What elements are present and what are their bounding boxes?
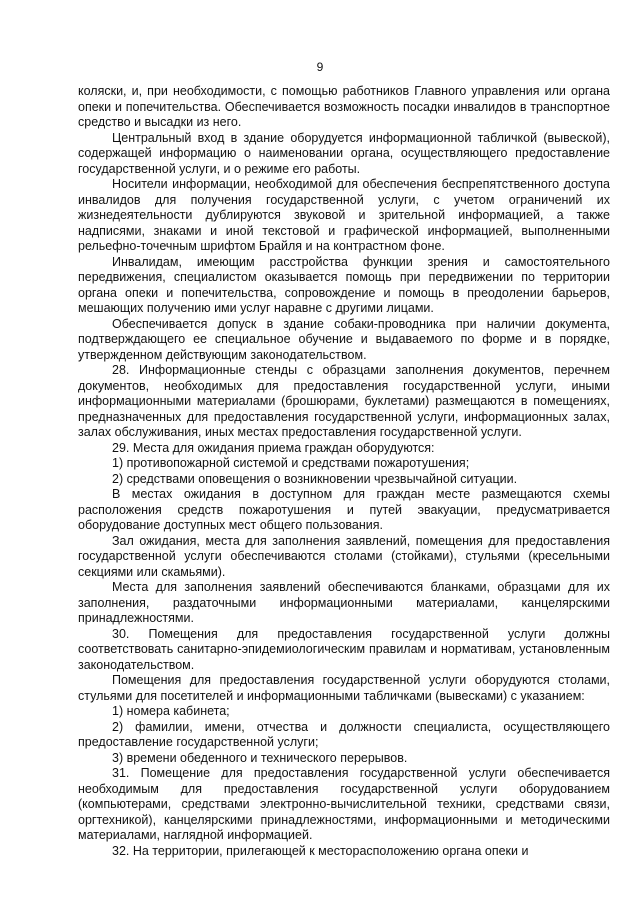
list-item: 1) номера кабинета;: [112, 704, 230, 718]
list-item: 2) средствами оповещения о возникновении чрезвычайной ситуации.: [112, 471, 518, 486]
paragraph: Зал ожидания, места для заполнения заявлений, помещения для предоставления государственной услуги обеспечиваются столами (стойками), стульями (кресельными секциями или скамьями).: [78, 533, 610, 579]
paragraph: 28. Информационные стенды с образцами заполнения документов, перечнем документов, необходимых для предоставления государственной услуги, иными информационными материалами (брошюрами, буклетами) размещаются в помещениях, предназначенных для предоставления государственной услуги, информационных залах, залах обслуживания, иных местах предоставления государственной услуги.: [78, 363, 610, 439]
document-body: [78, 84, 610, 859]
list-item: 2) фамилии, имени, отчества и должности специалиста, осуществляющего предоставление государственной услуги;: [78, 719, 610, 749]
list-item: 1) противопожарной системой и средствами пожаротушения;: [112, 456, 470, 470]
paragraph: 30. Помещения для предоставления государственной услуги должны соответствовать санитарно-эпидемиологическим правилам и нормативам, установленным законодательством.: [78, 626, 610, 672]
paragraph: 32. На территории, прилегающей к месторасположению органа опеки и: [112, 843, 529, 858]
paragraph: В местах ожидания в доступном для граждан месте размещаются схемы расположения средств пожаротушения и путей эвакуации, предусматривается оборудование доступных мест общего пользования.: [78, 487, 610, 532]
paragraph: Помещения для предоставления государственной услуги оборудуются столами, стульями для посетителей и информационными табличками (вывесками) с указанием:: [78, 673, 610, 703]
paragraph: 29. Места для ожидания приема граждан оборудуются:: [112, 440, 435, 455]
paragraph: коляски, и, при необходимости, с помощью работников Главного управления или органа опеки и попечительства. Обеспечивается возможность посадки инвалидов в транспортное средство и высадки из него.: [78, 84, 610, 129]
paragraph: Центральный вход в здание оборудуется информационной табличкой (вывеской), содержащей информацию о наименовании органа, осуществляющего предоставление государственной услуги, и о режиме его работы.: [78, 130, 610, 176]
paragraph: Носители информации, необходимой для обеспечения беспрепятственного доступа инвалидов для получения государственной услуги, с учетом ограничений их жизнедеятельности дублируются звуковой и зрительной информацией, а также надписями, знаками и иной текстовой и графической информацией, выполненными рельефно-точечным шрифтом Брайля и на контрастном фоне.: [78, 177, 610, 253]
paragraph: Места для заполнения заявлений обеспечиваются бланками, образцами для их заполнения, раздаточными информационными материалами, канцелярскими принадлежностями.: [78, 580, 610, 625]
paragraph: Инвалидам, имеющим расстройства функции зрения и самостоятельного передвижения, специалистом оказывается помощь при передвижении по территории органа опеки и попечительства, сопровождение и помощь в преодолении барьеров, мешающих получению ими услуг наравне с другими лицами.: [78, 254, 610, 315]
paragraph: Обеспечивается допуск в здание собаки-проводника при наличии документа, подтверждающего ее специальное обучение и выдаваемого по форме и в порядке, утвержденном действующим законодательством.: [78, 316, 610, 362]
list-item: 3) времени обеденного и технического перерывов.: [112, 750, 408, 765]
paragraph: 31. Помещение для предоставления государственной услуги обеспечивается необходимым для предоставления государственной услуги оборудованием (компьютерами, средствами электронно-вычислительной техники, средствами связи, оргтехникой), канцелярскими принадлежностями, информационными и методическими материалами, наглядной информацией.: [78, 766, 610, 842]
page-number: 9: [316, 60, 324, 74]
